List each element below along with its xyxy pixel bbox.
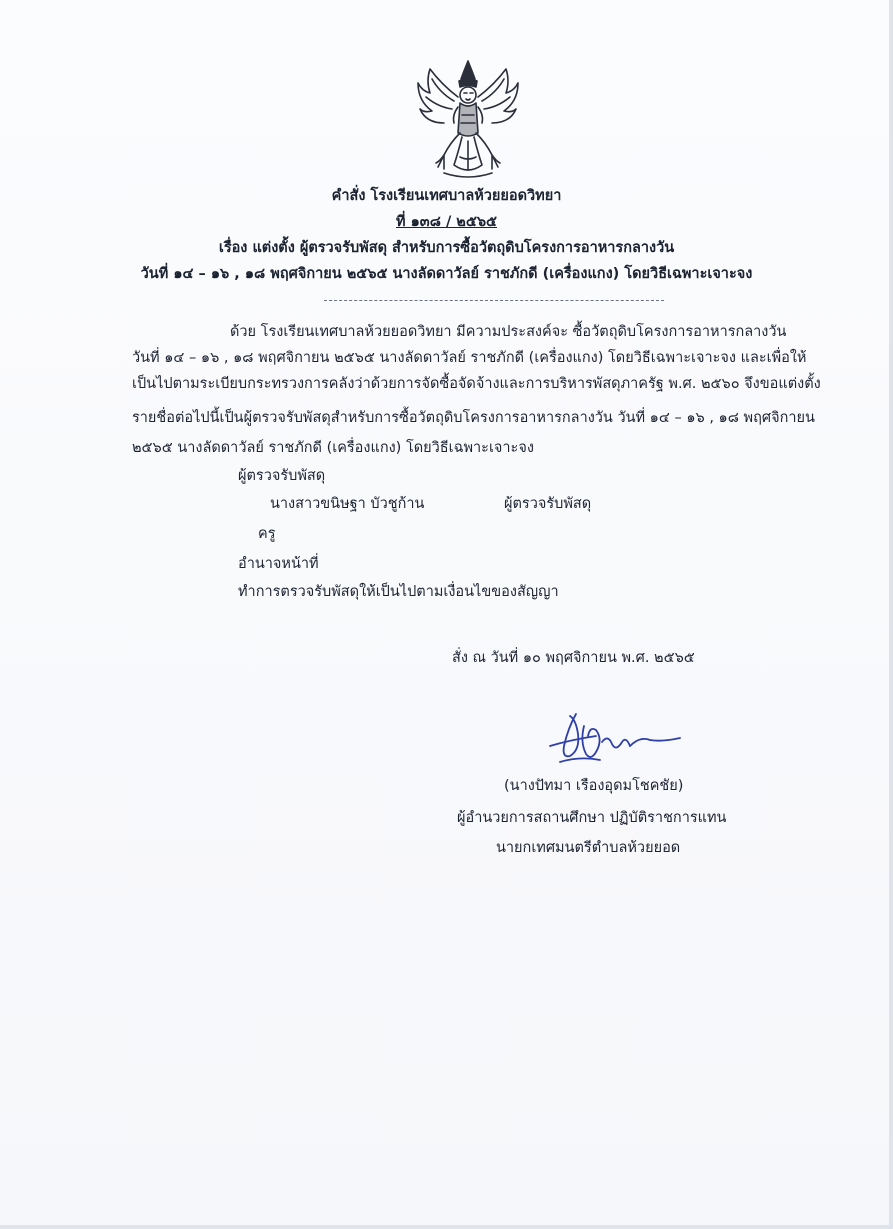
subject-line-2: วันที่ ๑๔ – ๑๖ , ๑๘ พฤศจิกายน ๒๕๖๕ นางลัดดาวัลย์ ราชภักดี (เครื่องแกง) โดยวิธีเฉพาะเจาะจง [140, 266, 753, 282]
subject-line-1: เรื่อง แต่งตั้ง ผู้ตรวจรับพัสดุ สำหรับการซื้อวัตถุดิบโครงการอาหารกลางวัน [218, 240, 675, 256]
order-title: คำสั่ง โรงเรียนเทศบาลห้วยยอดวิทยา [331, 188, 562, 204]
body-line-1: ด้วย โรงเรียนเทศบาลห้วยยอดวิทยา มีความประสงค์จะ ซื้อวัตถุดิบโครงการอาหารกลางวัน [230, 324, 787, 340]
duty-heading: อำนาจหน้าที่ [238, 556, 319, 572]
body-line-2: วันที่ ๑๔ – ๑๖ , ๑๘ พฤศจิกายน ๒๕๖๕ นางลัดดาวัลย์ ราชภักดี (เครื่องแกง) โดยวิธีเฉพาะเจาะจง และเพื่อให้ [132, 350, 807, 366]
order-number [0, 212, 893, 232]
committee-heading: ผู้ตรวจรับพัสดุ [238, 468, 326, 484]
committee-member-position: ครู [258, 526, 276, 542]
body-line-4: รายชื่อต่อไปนี้เป็นผู้ตรวจรับพัสดุสำหรับการซื้อวัตถุดิบโครงการอาหารกลางวัน วันที่ ๑๔ – ๑๖ , ๑๘ พฤศจิกายน [132, 410, 815, 426]
body-line-5: ๒๕๖๕ นางลัดดาวัลย์ ราชภักดี (เครื่องแกง) โดยวิธีเฉพาะเจาะจง [132, 440, 534, 456]
garuda-emblem-icon [414, 57, 522, 181]
header-divider [324, 300, 664, 301]
duty-text: ทำการตรวจรับพัสดุให้เป็นไปตามเงื่อนไขของสัญญา [238, 584, 559, 600]
order-number-text: ที่ ๑๓๘ / ๒๕๖๕ [395, 214, 497, 230]
order-date-line: สั่ง ณ วันที่ ๑๐ พฤศจิกายน พ.ศ. ๒๕๖๕ [452, 650, 695, 666]
signatory-title-1: ผู้อำนวยการสถานศึกษา ปฏิบัติราชการแทน [457, 810, 727, 826]
signatory-title-2: นายกเทศมนตรีตำบลห้วยยอด [496, 840, 681, 856]
body-line-3: เป็นไปตามระเบียบกระทรวงการคลังว่าด้วยการจัดซื้อจัดจ้างและการบริหารพัสดุภาครัฐ พ.ศ. ๒๕๖๐ จึงขอแต่งตั้ง [132, 376, 821, 392]
signatory-name: (นางปัทมา เรืองอุดมโชคชัย) [504, 778, 684, 794]
scan-edge-bottom [0, 1225, 893, 1229]
scan-edge-right [889, 0, 893, 1229]
handwritten-signature [540, 706, 685, 768]
committee-member-role: ผู้ตรวจรับพัสดุ [504, 496, 592, 512]
committee-member-name: นางสาวขนิษฐา บัวชูก้าน [270, 496, 425, 512]
